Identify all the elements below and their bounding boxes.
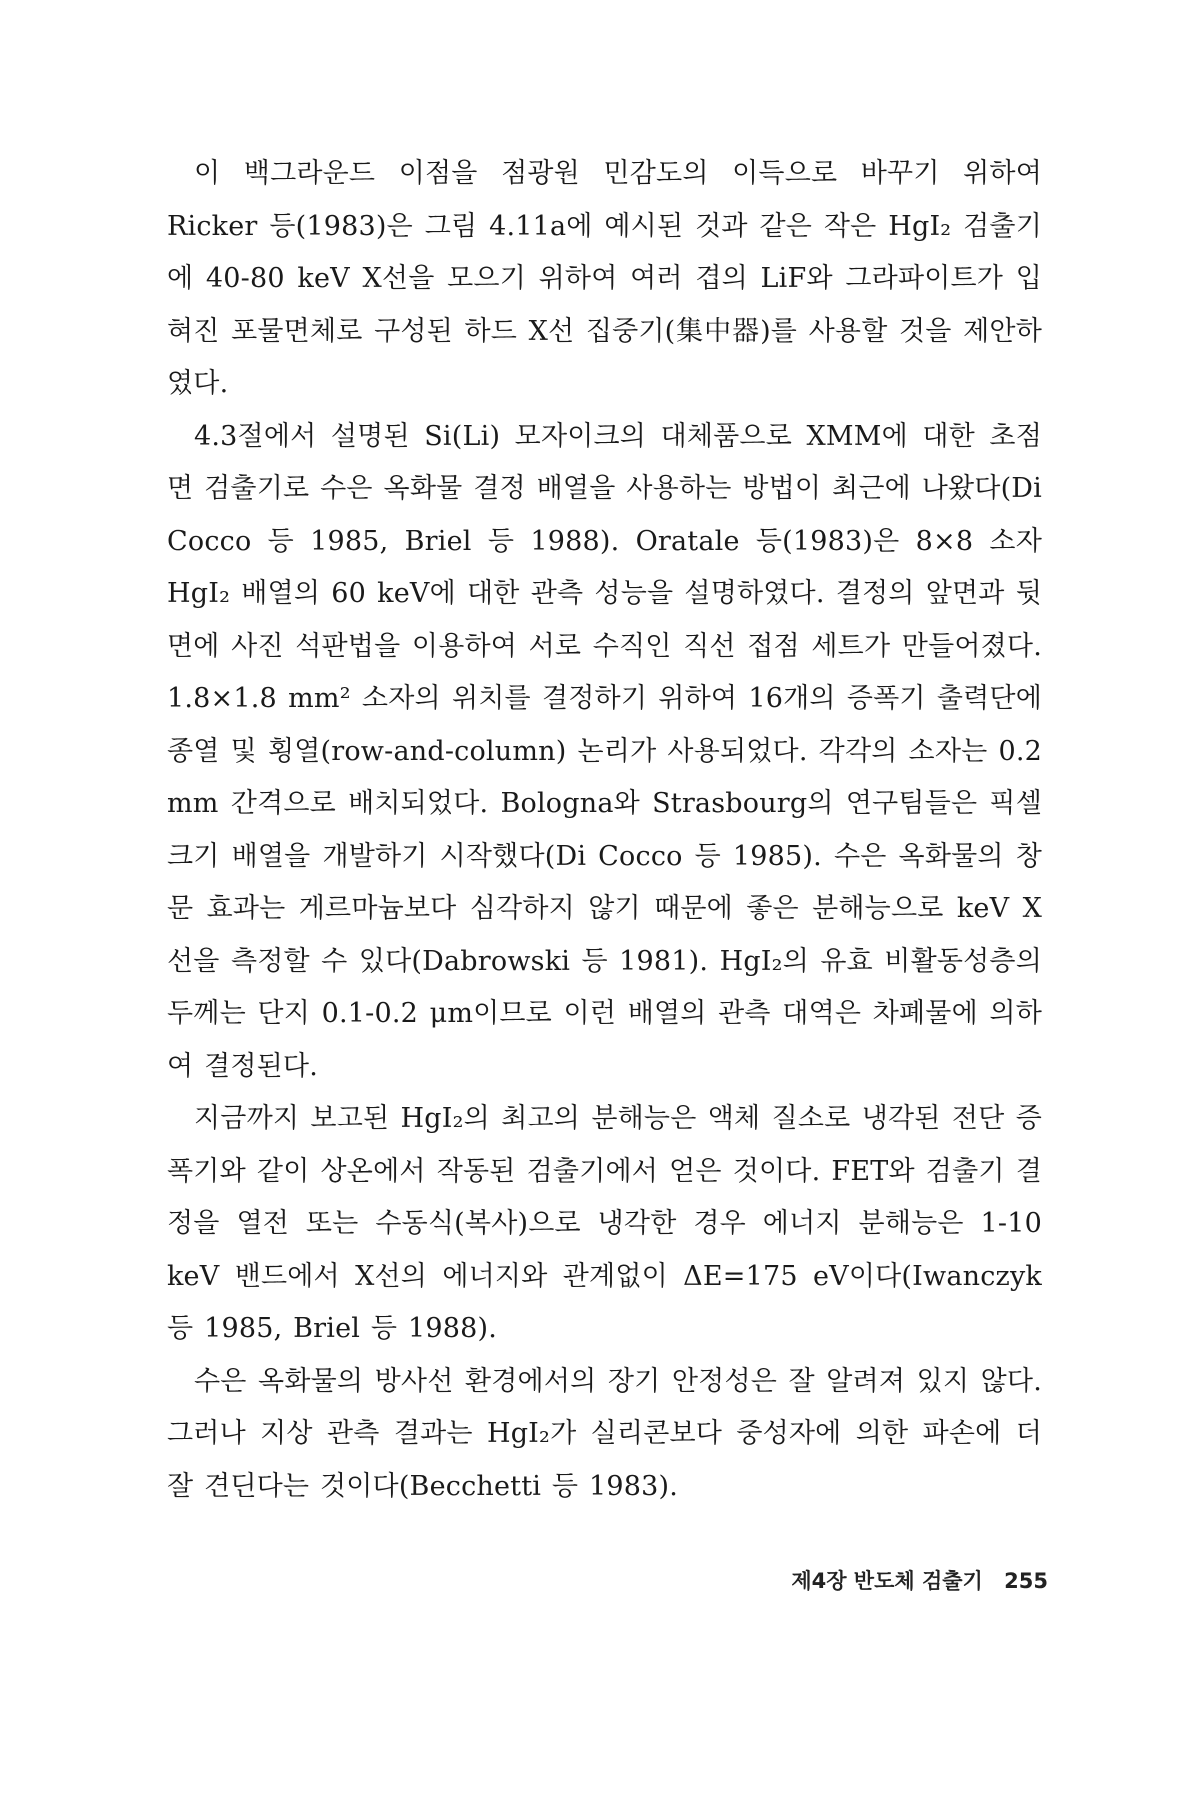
paragraph-4: 수은 옥화물의 방사선 환경에서의 장기 안정성은 잘 알려져 있지 않다. 그러나 지상 관측 결과는 HgI₂가 실리콘보다 중성자에 의한 파손에 더 잘 견딘다는 것이다(Becchetti 등 1983). — [167, 1365, 1042, 1502]
running-footer-chapter: 제4장 반도체 검출기 — [791, 1569, 983, 1593]
page-footer — [728, 1565, 1048, 1595]
paragraph-2: 4.3절에서 설명된 Si(Li) 모자이크의 대체품으로 XMM에 대한 초점면 검출기로 수은 옥화물 결정 배열을 사용하는 방법이 최근에 나왔다(Di Cocco 등 1985, Briel 등 1988). Oratale 등(1983)은 8×8 소자 HgI₂ 배열의 60 keV에 대한 관측 성능을 설명하였다. 결정의 앞면과 뒷면에 사진 석판법을 이용하여 서로 수직인 직선 접점 세트가 만들어졌다. 1.8×1.8 mm² 소자의 위치를 결정하기 위하여 16개의 증폭기 출력단에 종열 및 횡열(row-and-column) 논리가 사용되었다. 각각의 소자는 0.2 mm 간격으로 배치되었다. Bologna와 Strasbourg의 연구팀들은 픽셀 크기 배열을 개발하기 시작했다(Di Cocco 등 1985). 수은 옥화물의 창문 효과는 게르마늄보다 심각하지 않기 때문에 좋은 분해능으로 keV X선을 측정할 수 있다(Dabrowski 등 1981). HgI₂의 유효 비활동성층의 두께는 단지 0.1-0.2 μm이므로 이런 배열의 관측 대역은 차폐물에 의하여 결정된다. — [167, 420, 1042, 1082]
paragraph-3: 지금까지 보고된 HgI₂의 최고의 분해능은 액체 질소로 냉각된 전단 증폭기와 같이 상온에서 작동된 검출기에서 얻은 것이다. FET와 검출기 결정을 열전 또는 수동식(복사)으로 냉각한 경우 에너지 분해능은 1-10 keV 밴드에서 X선의 에너지와 관계없이 ΔE=175 eV이다(Iwanczyk 등 1985, Briel 등 1988). — [167, 1103, 1042, 1344]
page-body — [167, 148, 1042, 1513]
page-number: 255 — [1004, 1569, 1048, 1593]
paragraph-1: 이 백그라운드 이점을 점광원 민감도의 이득으로 바꾸기 위하여 Ricker 등(1983)은 그림 4.11a에 예시된 것과 같은 작은 HgI₂ 검출기에 40-80 keV X선을 모으기 위하여 여러 겹의 LiF와 그라파이트가 입혀진 포물면체로 구성된 하드 X선 집중기(集中器)를 사용할 것을 제안하였다. — [167, 158, 1042, 399]
